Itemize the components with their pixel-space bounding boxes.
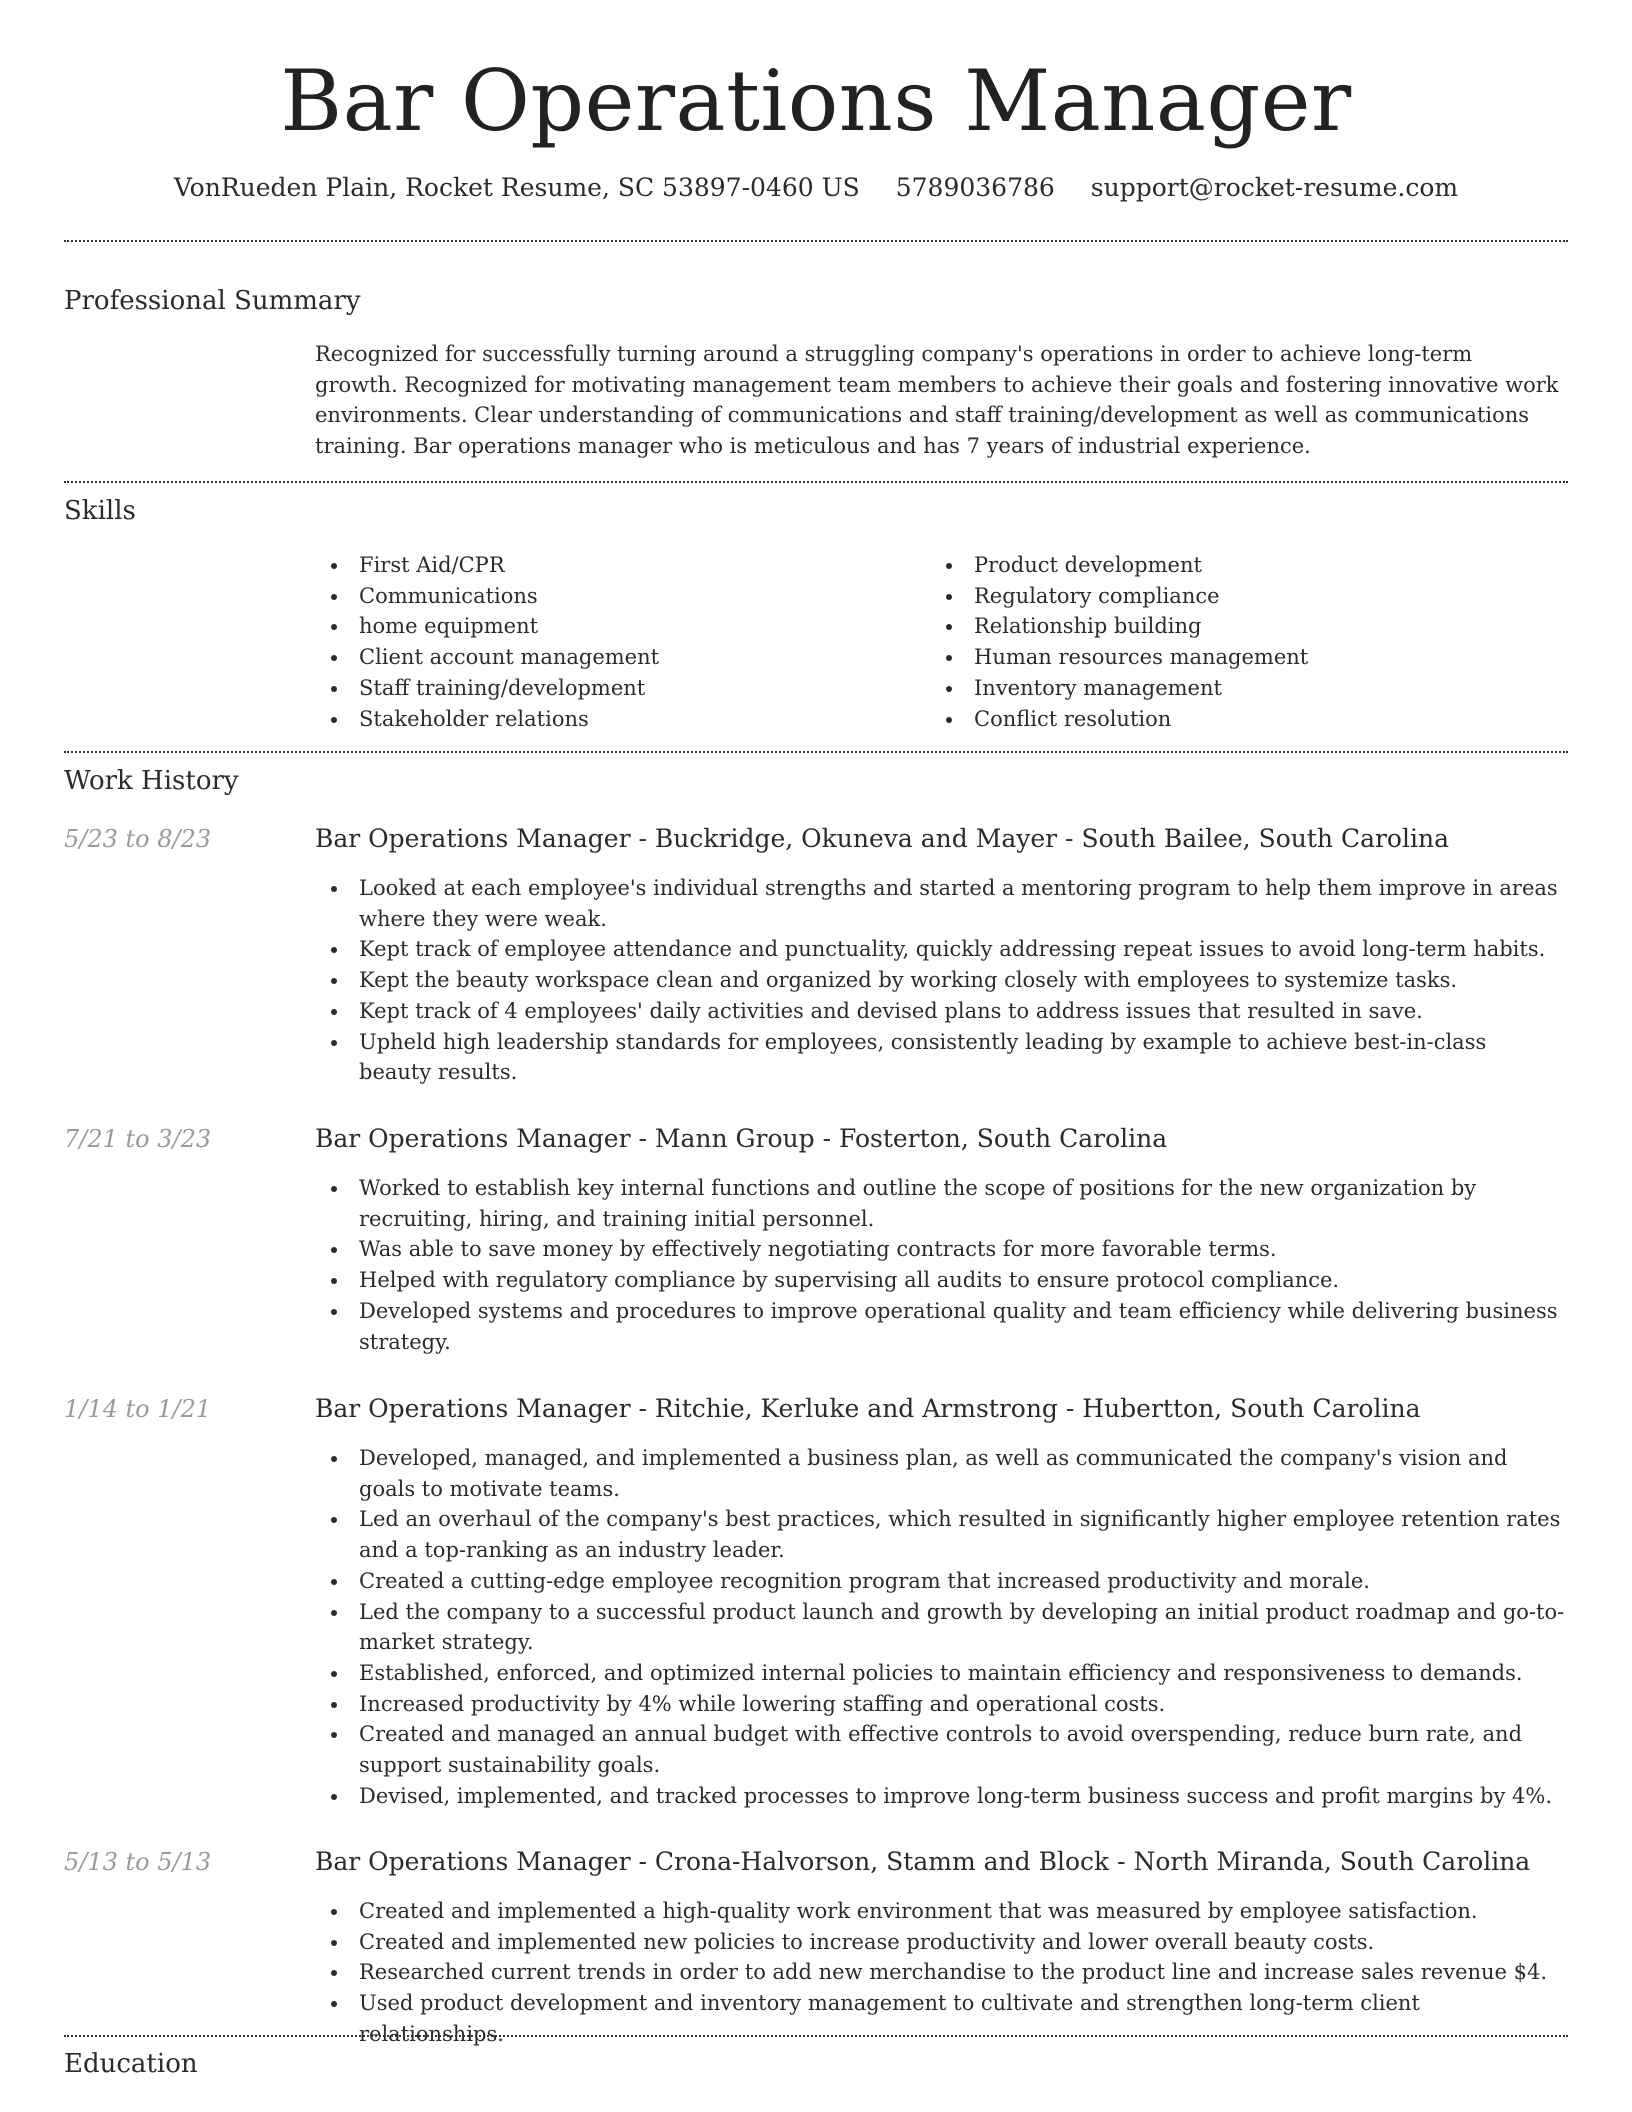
job-heading: Bar Operations Manager - Buckridge, Okuneva and Mayer - South Bailee, South Carolina [315,824,1449,853]
skills-list-right [930,550,1490,734]
job-dates: 7/21 to 3/23 [64,1125,212,1153]
skill-item: Stakeholder relations [315,704,875,735]
job-bullets [315,873,1565,1088]
job-dates: 1/14 to 1/21 [64,1395,212,1423]
contact-email: support@rocket-resume.com [1090,173,1459,202]
skill-item: Human resources management [930,642,1490,673]
job-bullet: Developed, managed, and implemented a business plan, as well as communicated the company's vision and goals to motivate teams. [315,1443,1565,1504]
job-bullet: Created and managed an annual budget with effective controls to avoid overspending, reduce burn rate, and support sustainability goals. [315,1719,1565,1780]
job-bullet: Kept track of employee attendance and punctuality, quickly addressing repeat issues to avoid long-term habits. [315,934,1565,965]
job-bullet: Devised, implemented, and tracked processes to improve long-term business success and profit margins by 4%. [315,1781,1565,1812]
job-bullet: Helped with regulatory compliance by supervising all audits to ensure protocol compliance. [315,1265,1565,1296]
contact-address: VonRueden Plain, Rocket Resume, SC 53897-0460 US [173,173,860,202]
contact-phone: 5789036786 [895,173,1055,202]
job-bullet: Created a cutting-edge employee recognition program that increased productivity and morale. [315,1566,1565,1597]
skill-item: Communications [315,581,875,612]
job-bullets [315,1896,1565,2050]
divider [64,481,1568,483]
summary-text: Recognized for successfully turning around a struggling company's operations in order to achieve long-term growth. Recognized for motivating management team members to achieve their goals and fostering innovative work environments. Clear understanding of communications and staff training/development as well as communications training. Bar operations manager who is meticulous and has 7 years of industrial experience. [315,342,1559,459]
skill-item: Relationship building [930,611,1490,642]
section-title-work-history: Work History [64,766,239,796]
job-heading: Bar Operations Manager - Mann Group - Fosterton, South Carolina [315,1124,1168,1153]
job-bullet: Worked to establish key internal functions and outline the scope of positions for the new organization by recruiting, hiring, and training initial personnel. [315,1173,1565,1234]
skill-item: Staff training/development [315,673,875,704]
job-bullet: Was able to save money by effectively negotiating contracts for more favorable terms. [315,1234,1565,1265]
section-title-education: Education [64,2049,198,2079]
skill-item: home equipment [315,611,875,642]
candidate-name: Bar Operations Manager [280,52,1352,150]
skill-item: Client account management [315,642,875,673]
skill-item: Product development [930,550,1490,581]
job-bullet: Researched current trends in order to add new merchandise to the product line and increase sales revenue $4. [315,1957,1565,1988]
job-dates: 5/23 to 8/23 [64,825,212,853]
job-dates: 5/13 to 5/13 [64,1848,212,1876]
skill-item: Inventory management [930,673,1490,704]
section-title-skills: Skills [64,496,136,526]
skill-item: Regulatory compliance [930,581,1490,612]
job-bullet: Established, enforced, and optimized internal policies to maintain efficiency and responsiveness to demands. [315,1658,1565,1689]
job-bullet: Increased productivity by 4% while lowering staffing and operational costs. [315,1689,1565,1720]
job-bullet: Used product development and inventory management to cultivate and strengthen long-term client relationships. [315,1988,1565,2049]
contact-line [0,170,1632,206]
job-bullet: Created and implemented new policies to increase productivity and lower overall beauty costs. [315,1927,1565,1958]
job-bullet: Looked at each employee's individual strengths and started a mentoring program to help them improve in areas where they were weak. [315,873,1565,934]
section-title-summary: Professional Summary [64,286,361,316]
job-bullet: Created and implemented a high-quality work environment that was measured by employee satisfaction. [315,1896,1565,1927]
job-heading: Bar Operations Manager - Crona-Halvorson, Stamm and Block - North Miranda, South Carolina [315,1847,1531,1876]
skills-list-left [315,550,875,734]
job-bullet: Upheld high leadership standards for employees, consistently leading by example to achieve best-in-class beauty results. [315,1027,1565,1088]
job-bullet: Led an overhaul of the company's best practices, which resulted in significantly higher employee retention rates and a top-ranking as an industry leader. [315,1504,1565,1565]
divider [64,2035,1568,2037]
job-bullet: Kept track of 4 employees' daily activities and devised plans to address issues that resulted in save. [315,996,1565,1027]
skill-item: First Aid/CPR [315,550,875,581]
job-bullets [315,1173,1565,1357]
job-bullet: Developed systems and procedures to improve operational quality and team efficiency while delivering business strategy. [315,1296,1565,1357]
job-heading: Bar Operations Manager - Ritchie, Kerluke and Armstrong - Hubertton, South Carolina [315,1394,1421,1423]
job-bullet: Kept the beauty workspace clean and organized by working closely with employees to systemize tasks. [315,965,1565,996]
job-bullet: Led the company to a successful product launch and growth by developing an initial product roadmap and go-to-market strategy. [315,1597,1565,1658]
divider [64,240,1568,242]
job-bullets [315,1443,1565,1811]
divider [64,751,1568,753]
skill-item: Conflict resolution [930,704,1490,735]
